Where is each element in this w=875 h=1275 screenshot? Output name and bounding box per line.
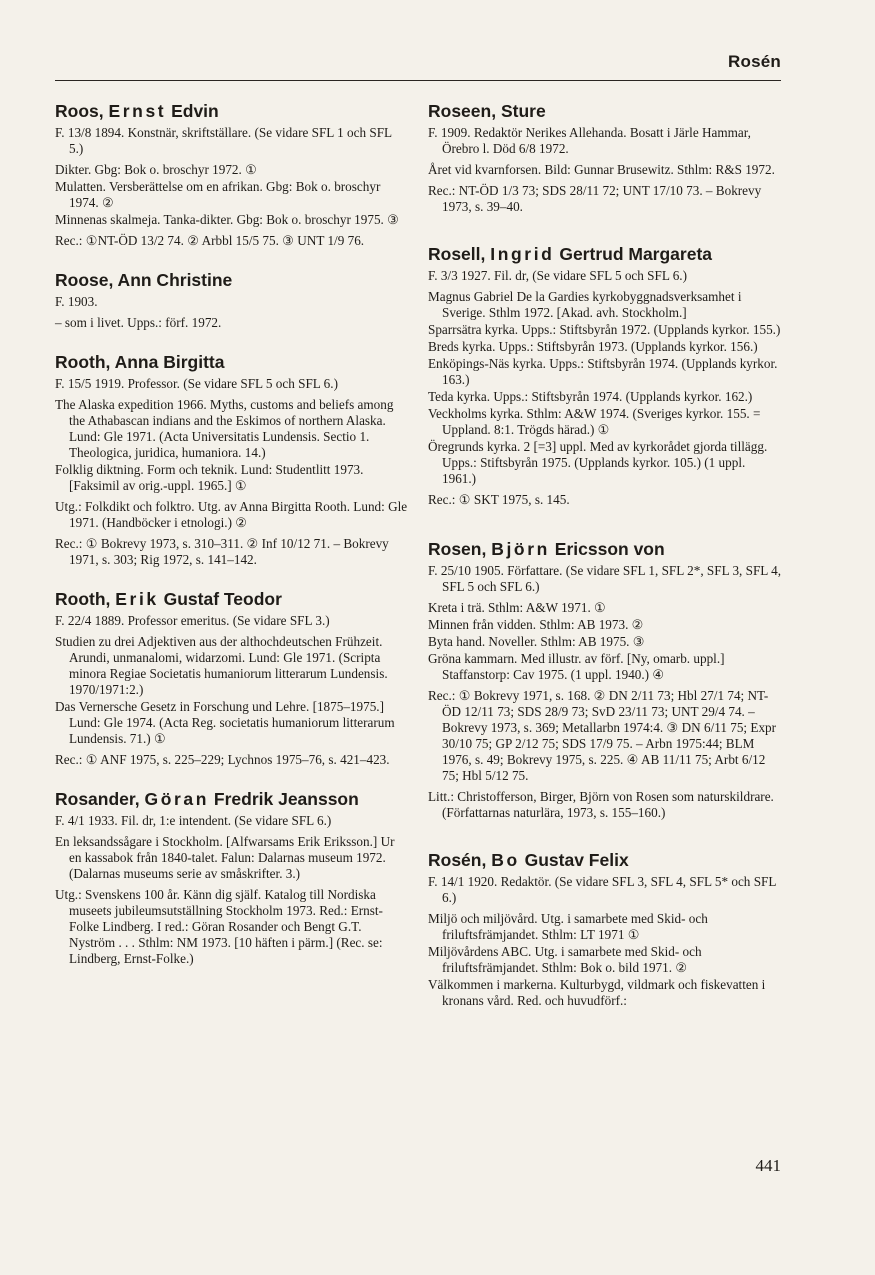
entry (55, 100, 409, 249)
entry-work: Breds kyrka. Upps.: Stiftsbyrån 1973. (Upplands kyrkor. 156.) (428, 339, 758, 354)
entry-work: Välkommen i markerna. Kulturbygd, vildmark och fiskevatten i kronans vård. Red. och huvudförf.: (428, 977, 766, 1008)
header-rule (55, 80, 781, 81)
left-column (55, 100, 409, 989)
entry-work: Das Vernersche Gesetz in Forschung und Lehre. [1875–1975.] Lund: Gle 1974. (Acta Reg. societatis humaniorum litterarum Lundensis. 71.) ① (55, 699, 395, 746)
entry-reviews: Rec.: ①NT-ÖD 13/2 74. ② Arbbl 15/5 75. ③ UNT 1/9 76. (55, 233, 365, 248)
entry-heading: Rosen, Björn Ericsson von (428, 539, 665, 559)
entry-bio: F. 1909. Redaktör Nerikes Allehanda. Bosatt i Järle Hammar, Örebro l. Död 6/8 1972. (428, 125, 751, 156)
entry-work: Mulatten. Versberättelse om en afrikan. Gbg: Bok o. broschyr 1974. ② (55, 179, 381, 210)
entry-bio: F. 14/1 1920. Redaktör. (Se vidare SFL 3, SFL 4, SFL 5* och SFL 6.) (428, 874, 776, 905)
entry-work: Veckholms kyrka. Sthlm: A&W 1974. (Sveriges kyrkor. 155. = Uppland. 8:1. Trögds härad.) ① (428, 406, 761, 437)
entry-heading: Roseen, Sture (428, 101, 546, 121)
entry-work: Öregrunds kyrka. 2 [=3] uppl. Med av kyrkorådet gjorda tillägg. Upps.: Stiftsbyrån 1975. (Upplands kyrkor. 105.) (1 uppl. 1961.) (428, 439, 768, 486)
running-head: Rosén (728, 52, 781, 71)
entry (55, 351, 409, 568)
entry-work: En leksandssågare i Stockholm. [Alfwarsams Erik Eriksson.] Ur en kassabok från 1840-talet. Falun: Dalarnas museum 1972. (Dalarnas museums serie av småskrifter. 3.) (55, 834, 395, 881)
entry (55, 269, 409, 331)
entry-work: Folklig diktning. Form och teknik. Lund: Studentlitt 1973. [Faksimil av orig.-uppl. 1965.] ① (55, 462, 364, 493)
entry-edited: Utg.: Svenskens 100 år. Känn dig själf. Katalog till Nordiska museets jubileumsutställning Stockholm 1973. Red.: Ernst-Folke Lindberg. I red.: Göran Rosander och Bengt G.T. Nyström . . . Sthlm: NM 1973. [10 häften i pärm.] (Rec. se: Lindberg, Ernst-Folke.) (55, 887, 383, 966)
entry-work: Året vid kvarnforsen. Bild: Gunnar Brusewitz. Sthlm: R&S 1972. (428, 162, 775, 177)
entry-reviews: Rec.: ① Bokrevy 1973, s. 310–311. ② Inf 10/12 71. – Bokrevy 1971, s. 303; Rig 1972, s. 141–142. (55, 536, 389, 567)
entry-work: Dikter. Gbg: Bok o. broschyr 1972. ① (55, 162, 257, 177)
entry-heading: Rosén, Bo Gustav Felix (428, 850, 629, 870)
entry-work: Studien zu drei Adjektiven aus der althochdeutschen Frühzeit. Arundi, unmanalomi, widarzomi. Lund: Gle 1971. (Scripta minora Regiae Societatis humaniorum litterarum Lundensis. 1970/1971:2.) (55, 634, 388, 697)
entry-bio: F. 25/10 1905. Författare. (Se vidare SFL 1, SFL 2*, SFL 3, SFL 4, SFL 5 och SFL 6.) (428, 563, 782, 594)
entry-work: Gröna kammarn. Med illustr. av förf. [Ny, omarb. uppl.] Staffanstorp: Cav 1975. (1 uppl. 1940.) ④ (428, 651, 725, 682)
entry-literature: Litt.: Christofferson, Birger, Björn von Rosen som naturskildrare. (Författarnas naturlära, 1973, s. 155–160.) (428, 789, 774, 820)
entry-work: Enköpings-Näs kyrka. Upps.: Stiftsbyrån 1974. (Upplands kyrkor. 163.) (428, 356, 778, 387)
entry-bio: F. 22/4 1889. Professor emeritus. (Se vidare SFL 3.) (55, 613, 330, 628)
entry-work: – som i livet. Upps.: förf. 1972. (55, 315, 222, 330)
entry-work: Kreta i trä. Sthlm: A&W 1971. ① (428, 600, 606, 615)
entry-edited: Utg.: Folkdikt och folktro. Utg. av Anna Birgitta Rooth. Lund: Gle 1971. (Handböcker i etnologi.) ② (55, 499, 408, 530)
entry (428, 538, 782, 821)
entry-heading: Rooth, Erik Gustaf Teodor (55, 589, 282, 609)
entry-reviews: Rec.: ① SKT 1975, s. 145. (428, 492, 570, 507)
page-number: 441 (755, 1156, 781, 1175)
entry-reviews: Rec.: NT-ÖD 1/3 73; SDS 28/11 72; UNT 17/10 73. – Bokrevy 1973, s. 39–40. (428, 183, 762, 214)
entry-bio: F. 1903. (55, 294, 98, 309)
entry-work: Teda kyrka. Upps.: Stiftsbyrån 1974. (Upplands kyrkor. 162.) (428, 389, 753, 404)
entry-work: The Alaska expedition 1966. Myths, customs and beliefs among the Athabascan indians and the Eskimos of northern Alaska. Lund: Gle 1971. (Acta Universitatis Lundensis. Sectio 1. Theologica, juridica, humaniora. 14.) (55, 397, 394, 460)
entry-work: Minnen från vidden. Sthlm: AB 1973. ② (428, 617, 644, 632)
entry (55, 788, 409, 967)
entry-work: Minnenas skalmeja. Tanka-dikter. Gbg: Bok o. broschyr 1975. ③ (55, 212, 399, 227)
entry-heading: Roose, Ann Christine (55, 270, 233, 290)
entry-heading: Rosander, Göran Fredrik Jeansson (55, 789, 359, 809)
entry-bio: F. 13/8 1894. Konstnär, skriftställare. (Se vidare SFL 1 och SFL 5.) (55, 125, 392, 156)
entry-work: Sparrsätra kyrka. Upps.: Stiftsbyrån 1972. (Upplands kyrkor. 155.) (428, 322, 781, 337)
entry (428, 100, 782, 215)
entry (428, 849, 782, 1009)
entry-reviews: Rec.: ① ANF 1975, s. 225–229; Lychnos 1975–76, s. 421–423. (55, 752, 390, 767)
entry-reviews: Rec.: ① Bokrevy 1971, s. 168. ② DN 2/11 73; Hbl 27/1 74; NT-ÖD 12/11 73; SDS 28/9 73; SvD 23/11 73; UNT 29/4 74. – Bokrevy 1973, s. 369; Metallarbn 1974:4. ③ DN 6/11 75; Expr 30/10 75; GP 2/12 75; SDS 17/9 75. – Arbn 1975:44; BLM 1976, s. 49; Bokrevy 1975, s. 225. ④ AB 11/11 75; Arbt 6/12 75; Hbl 5/12 75. (428, 688, 777, 783)
entry-bio: F. 3/3 1927. Fil. dr, (Se vidare SFL 5 och SFL 6.) (428, 268, 687, 283)
entry-bio: F. 15/5 1919. Professor. (Se vidare SFL 5 och SFL 6.) (55, 376, 338, 391)
entry-work: Byta hand. Noveller. Sthlm: AB 1975. ③ (428, 634, 645, 649)
entry-bio: F. 4/1 1933. Fil. dr, 1:e intendent. (Se vidare SFL 6.) (55, 813, 332, 828)
entry (55, 588, 409, 768)
entry-work: Miljö och miljövård. Utg. i samarbete med Skid- och friluftsfrämjandet. Sthlm: LT 1971 ① (428, 911, 708, 942)
entry (428, 243, 782, 508)
entry-work: Magnus Gabriel De la Gardies kyrkobyggnadsverksamhet i Sverige. Sthlm 1972. [Akad. avh. Stockholm.] (428, 289, 742, 320)
entry-heading: Rooth, Anna Birgitta (55, 352, 225, 372)
right-column (428, 100, 782, 1031)
entry-heading: Rosell, Ingrid Gertrud Margareta (428, 244, 713, 264)
entry-work: Miljövårdens ABC. Utg. i samarbete med Skid- och friluftsfrämjandet. Sthlm: Bok o. bild 1971. ② (428, 944, 702, 975)
entry-heading: Roos, Ernst Edvin (55, 101, 219, 121)
